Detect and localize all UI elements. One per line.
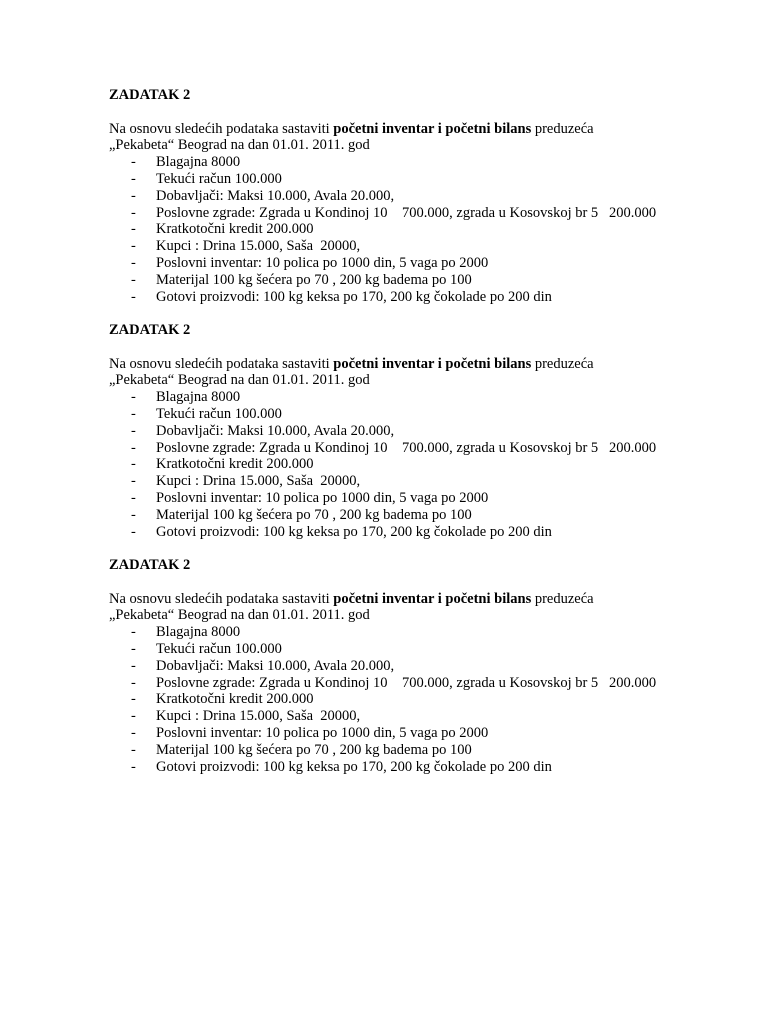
list-item bbox=[109, 524, 749, 541]
list-item-text: Blagajna 8000 bbox=[156, 154, 241, 171]
intro-line-2: „Pekabeta“ Beograd na dan 01.01. 2011. god bbox=[109, 607, 370, 624]
intro-text-end: preduzeća bbox=[531, 120, 594, 137]
bullet-dash: - bbox=[131, 405, 136, 422]
list-item-text: Poslovni inventar: 10 polica po 1000 din, 5 vaga po 2000 bbox=[156, 724, 489, 741]
task-intro bbox=[109, 121, 749, 155]
bullet-dash: - bbox=[131, 506, 136, 523]
list-item-text: Kratkotočni kredit 200.000 bbox=[156, 221, 314, 238]
intro-text: Na osnovu sledećih podataka sastaviti bbox=[109, 590, 334, 607]
list-item bbox=[109, 221, 749, 238]
item-list bbox=[109, 154, 749, 305]
bullet-dash: - bbox=[131, 187, 136, 204]
intro-bold-text: početni inventar i početni bilans bbox=[333, 120, 532, 137]
list-item bbox=[109, 154, 749, 171]
bullet-dash: - bbox=[131, 489, 136, 506]
item-list bbox=[109, 624, 749, 775]
bullet-dash: - bbox=[131, 271, 136, 288]
bullet-dash: - bbox=[131, 708, 136, 725]
list-item-text: Materijal 100 kg šećera po 70 , 200 kg badema po 100 bbox=[156, 741, 472, 758]
list-item-text: Tekući račun 100.000 bbox=[156, 640, 282, 657]
intro-text: Na osnovu sledećih podataka sastaviti bbox=[109, 355, 334, 372]
task-title: ZADATAK 2 bbox=[109, 322, 191, 338]
intro-line-1 bbox=[109, 356, 749, 373]
task-intro bbox=[109, 591, 749, 625]
bullet-dash: - bbox=[131, 288, 136, 305]
list-item bbox=[109, 423, 749, 440]
bullet-dash: - bbox=[131, 456, 136, 473]
list-item bbox=[109, 473, 749, 490]
list-item bbox=[109, 658, 749, 675]
list-item bbox=[109, 675, 749, 692]
list-item-text: Kupci : Drina 15.000, Saša 20000, bbox=[156, 473, 361, 490]
bullet-dash: - bbox=[131, 691, 136, 708]
list-item bbox=[109, 389, 749, 406]
list-item bbox=[109, 641, 749, 658]
list-item-text: Dobavljači: Maksi 10.000, Avala 20.000, bbox=[156, 187, 395, 204]
list-item-text: Gotovi proizvodi: 100 kg keksa po 170, 200 kg čokolade po 200 din bbox=[156, 758, 552, 775]
bullet-dash: - bbox=[131, 657, 136, 674]
list-item-text: Poslovne zgrade: Zgrada u Kondinoj 10 700.000, zgrada u Kosovskoj br 5 200.000 bbox=[156, 674, 657, 691]
bullet-dash: - bbox=[131, 758, 136, 775]
list-item bbox=[109, 759, 749, 776]
list-item bbox=[109, 507, 749, 524]
list-item-text: Blagajna 8000 bbox=[156, 624, 241, 641]
list-item-text: Tekući račun 100.000 bbox=[156, 170, 282, 187]
intro-line-1 bbox=[109, 591, 749, 608]
list-item-text: Kupci : Drina 15.000, Saša 20000, bbox=[156, 708, 361, 725]
task-section bbox=[109, 557, 749, 775]
bullet-dash: - bbox=[131, 640, 136, 657]
list-item bbox=[109, 238, 749, 255]
bullet-dash: - bbox=[131, 254, 136, 271]
list-item bbox=[109, 725, 749, 742]
bullet-dash: - bbox=[131, 724, 136, 741]
bullet-dash: - bbox=[131, 473, 136, 490]
list-item bbox=[109, 624, 749, 641]
list-item-text: Poslovni inventar: 10 polica po 1000 din, 5 vaga po 2000 bbox=[156, 489, 489, 506]
list-item bbox=[109, 171, 749, 188]
task-title: ZADATAK 2 bbox=[109, 557, 191, 573]
bullet-dash: - bbox=[131, 439, 136, 456]
list-item bbox=[109, 272, 749, 289]
list-item bbox=[109, 255, 749, 272]
list-item bbox=[109, 742, 749, 759]
list-item-text: Gotovi proizvodi: 100 kg keksa po 170, 200 kg čokolade po 200 din bbox=[156, 523, 552, 540]
list-item-text: Materijal 100 kg šećera po 70 , 200 kg badema po 100 bbox=[156, 506, 472, 523]
item-list bbox=[109, 389, 749, 540]
list-item-text: Tekući račun 100.000 bbox=[156, 405, 282, 422]
bullet-dash: - bbox=[131, 624, 136, 641]
bullet-dash: - bbox=[131, 389, 136, 406]
list-item bbox=[109, 205, 749, 222]
list-item-text: Poslovne zgrade: Zgrada u Kondinoj 10 700.000, zgrada u Kosovskoj br 5 200.000 bbox=[156, 439, 657, 456]
bullet-dash: - bbox=[131, 238, 136, 255]
intro-line-1 bbox=[109, 121, 749, 138]
bullet-dash: - bbox=[131, 674, 136, 691]
intro-text: Na osnovu sledećih podataka sastaviti bbox=[109, 120, 334, 137]
list-item bbox=[109, 490, 749, 507]
list-item bbox=[109, 289, 749, 306]
list-item bbox=[109, 188, 749, 205]
list-item bbox=[109, 406, 749, 423]
bullet-dash: - bbox=[131, 523, 136, 540]
list-item bbox=[109, 440, 749, 457]
bullet-dash: - bbox=[131, 154, 136, 171]
bullet-dash: - bbox=[131, 422, 136, 439]
list-item-text: Materijal 100 kg šećera po 70 , 200 kg badema po 100 bbox=[156, 271, 472, 288]
intro-bold-text: početni inventar i početni bilans bbox=[333, 355, 532, 372]
list-item-text: Gotovi proizvodi: 100 kg keksa po 170, 200 kg čokolade po 200 din bbox=[156, 288, 552, 305]
list-item-text: Dobavljači: Maksi 10.000, Avala 20.000, bbox=[156, 422, 395, 439]
bullet-dash: - bbox=[131, 741, 136, 758]
list-item bbox=[109, 691, 749, 708]
list-item-text: Kratkotočni kredit 200.000 bbox=[156, 456, 314, 473]
list-item-text: Poslovni inventar: 10 polica po 1000 din, 5 vaga po 2000 bbox=[156, 254, 489, 271]
list-item bbox=[109, 456, 749, 473]
intro-bold-text: početni inventar i početni bilans bbox=[333, 590, 532, 607]
intro-text-end: preduzeća bbox=[531, 355, 594, 372]
task-section bbox=[109, 322, 749, 540]
list-item-text: Blagajna 8000 bbox=[156, 389, 241, 406]
task-section bbox=[109, 87, 749, 305]
intro-line-2: „Pekabeta“ Beograd na dan 01.01. 2011. god bbox=[109, 372, 370, 389]
list-item-text: Kratkotočni kredit 200.000 bbox=[156, 691, 314, 708]
list-item-text: Kupci : Drina 15.000, Saša 20000, bbox=[156, 238, 361, 255]
bullet-dash: - bbox=[131, 170, 136, 187]
list-item-text: Dobavljači: Maksi 10.000, Avala 20.000, bbox=[156, 657, 395, 674]
list-item bbox=[109, 708, 749, 725]
intro-text-end: preduzeća bbox=[531, 590, 594, 607]
task-title: ZADATAK 2 bbox=[109, 87, 191, 103]
intro-line-2: „Pekabeta“ Beograd na dan 01.01. 2011. god bbox=[109, 137, 370, 154]
bullet-dash: - bbox=[131, 221, 136, 238]
task-intro bbox=[109, 356, 749, 390]
bullet-dash: - bbox=[131, 204, 136, 221]
list-item-text: Poslovne zgrade: Zgrada u Kondinoj 10 700.000, zgrada u Kosovskoj br 5 200.000 bbox=[156, 204, 657, 221]
